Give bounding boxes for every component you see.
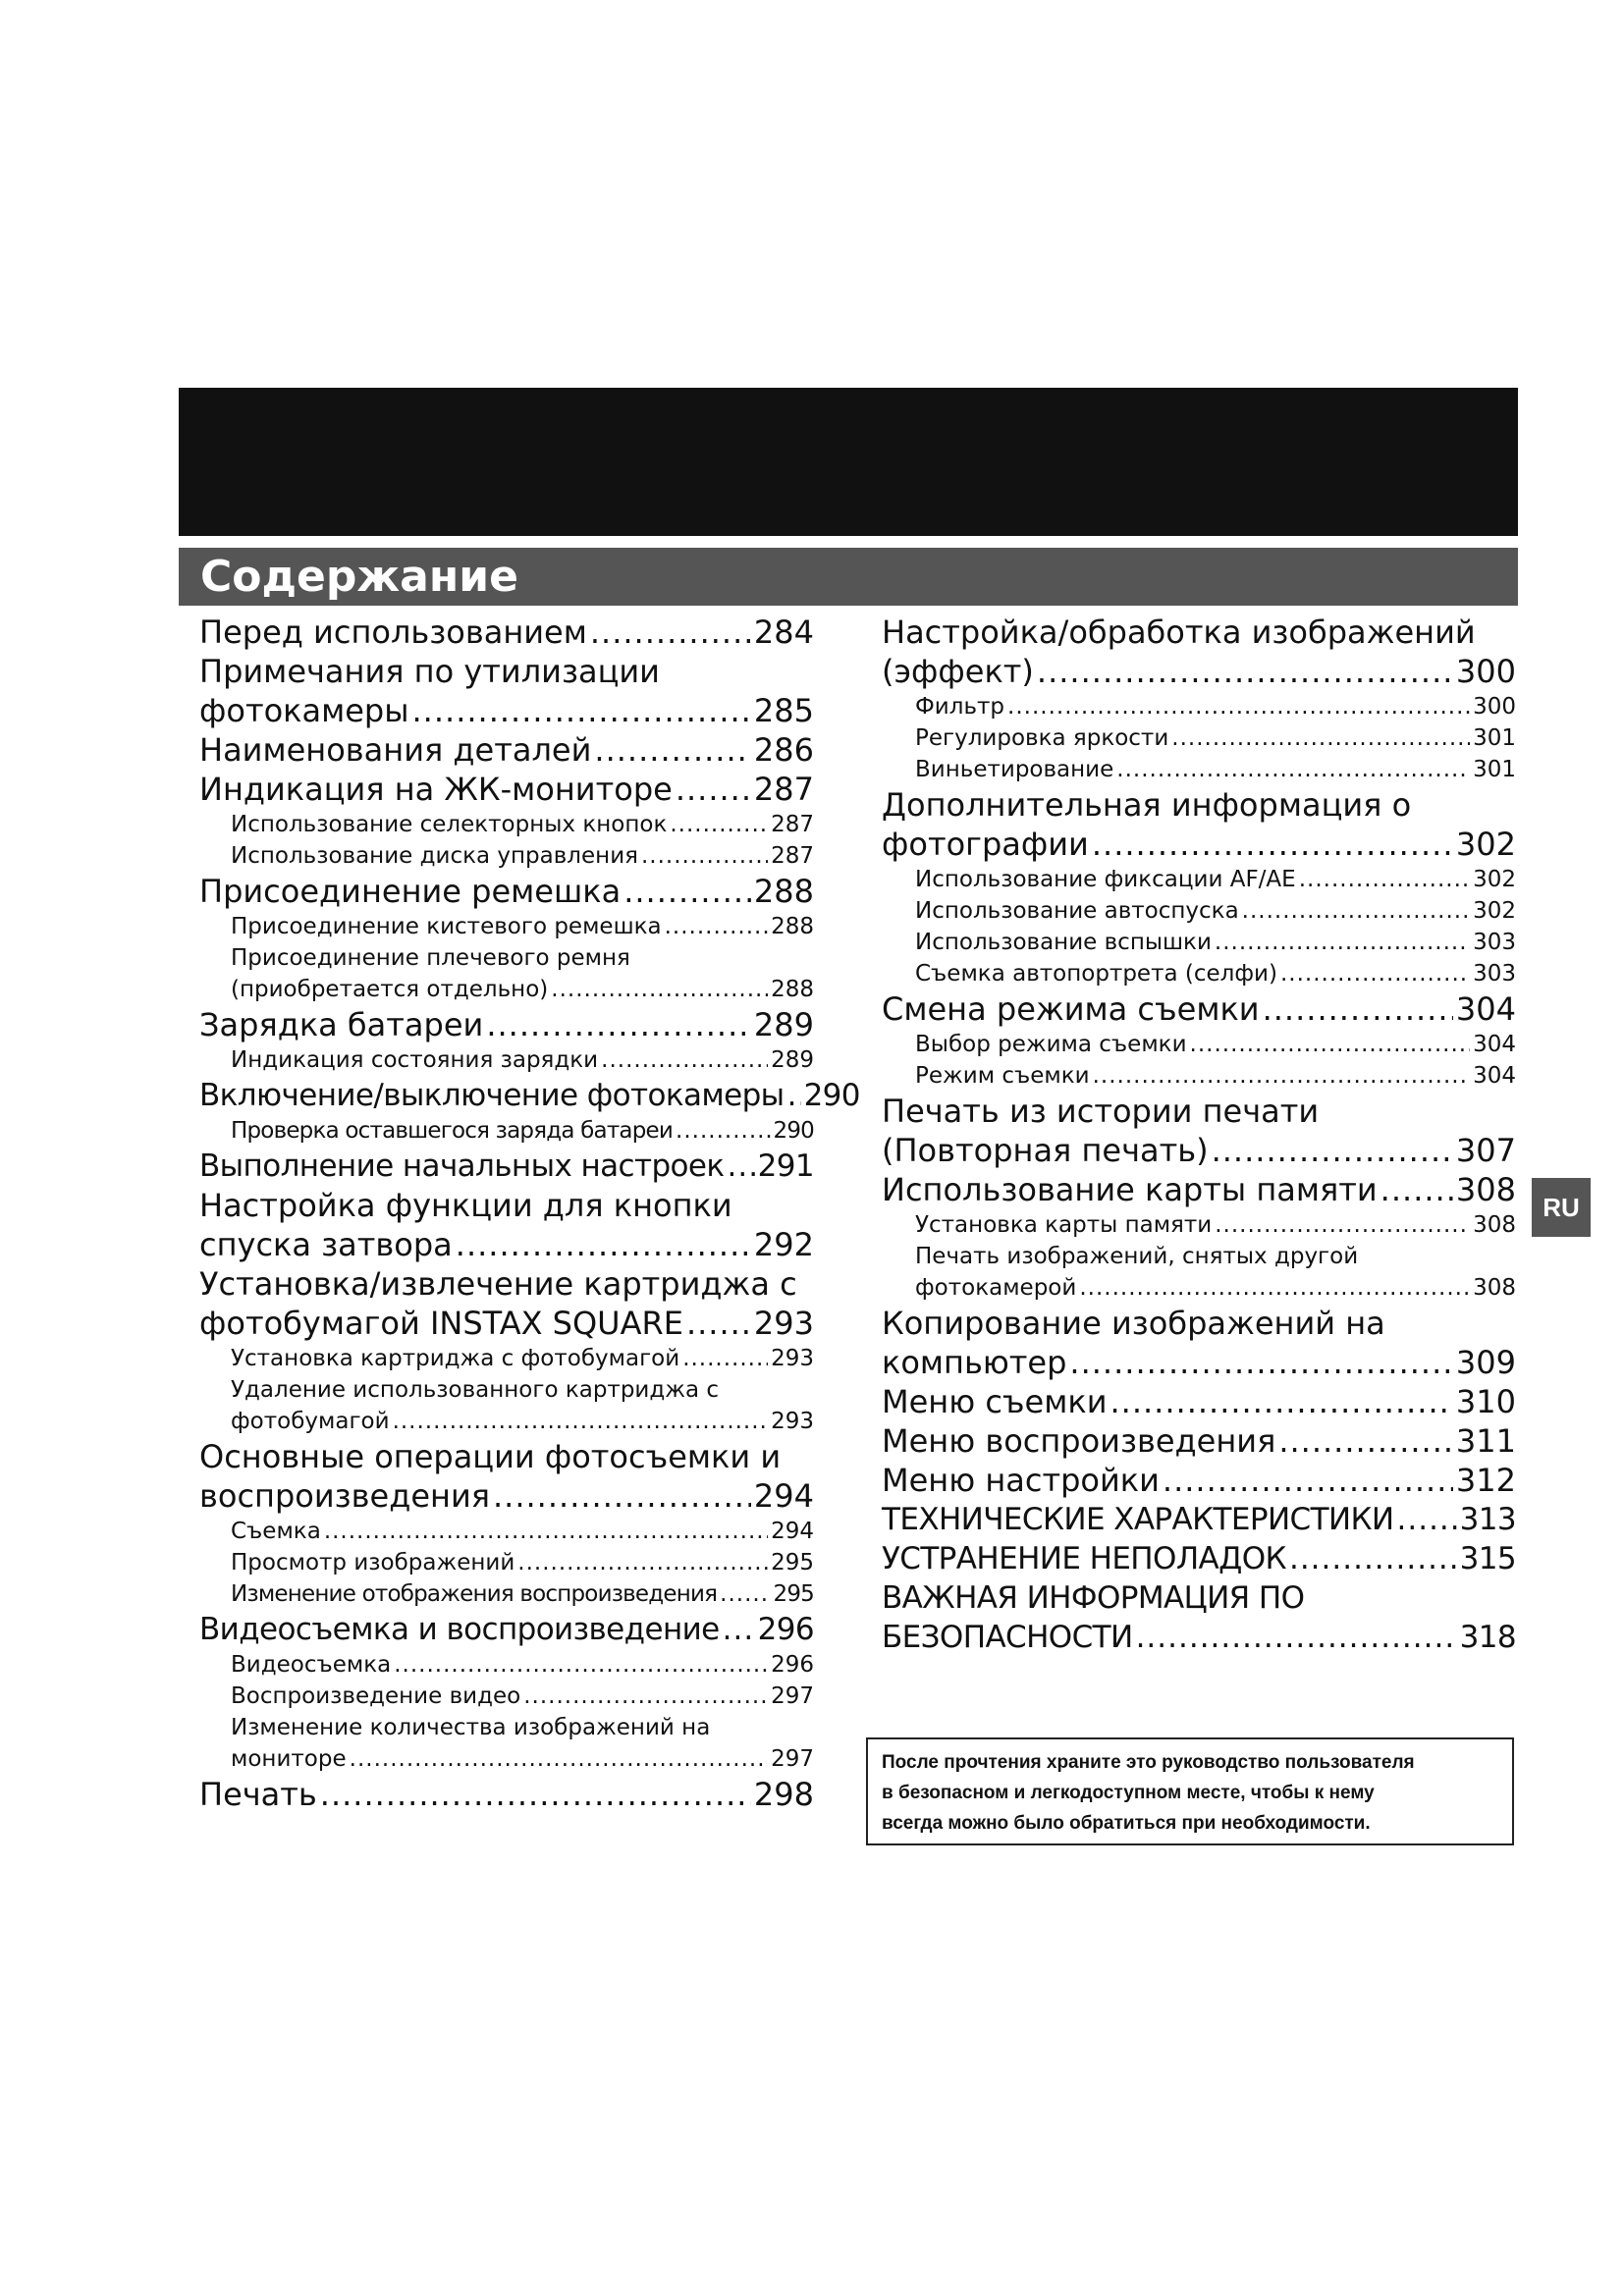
toc-entry-page: 310	[1455, 1383, 1516, 1420]
toc-entry-page: 285	[753, 692, 814, 729]
toc-subentry[interactable]	[199, 1044, 814, 1076]
toc-entry-title: Зарядка батареи	[199, 1006, 484, 1043]
toc-entry-title: мониторе	[231, 1746, 347, 1772]
toc-entry-title: фотокамерой	[915, 1275, 1077, 1301]
toc-subentry[interactable]	[882, 864, 1516, 895]
toc-entry-page: 295	[771, 1550, 814, 1575]
toc-entry-page: 287	[753, 771, 814, 808]
toc-entry[interactable]	[882, 613, 1516, 691]
toc-entry-title: фотографии	[882, 826, 1089, 863]
toc-entry-page: 286	[753, 731, 814, 769]
toc-subentry[interactable]	[199, 1547, 814, 1578]
toc-entry-title-line: Печать из истории печати	[882, 1093, 1320, 1130]
toc-entry-page: 287	[771, 843, 814, 869]
toc-entry-title-line: Изменение количества изображений на	[231, 1715, 711, 1740]
toc-entry-title: фотобумагой	[231, 1409, 390, 1434]
toc-entry-title-line: Печать изображений, снятых другой	[915, 1244, 1359, 1269]
toc-entry[interactable]	[882, 1382, 1516, 1421]
toc-subentry[interactable]	[882, 1209, 1516, 1241]
toc-entry-page: 298	[753, 1776, 814, 1813]
toc-entry-page: 318	[1459, 1620, 1516, 1655]
toc-entry-title: Присоединение ремешка	[199, 873, 622, 910]
storage-note-box	[866, 1737, 1514, 1845]
toc-entry-page: 302	[1473, 867, 1516, 892]
toc-subentry[interactable]	[882, 895, 1516, 927]
toc-entry-title-line: Примечания по утилизации	[199, 653, 660, 690]
toc-entry-page: 293	[771, 1346, 814, 1371]
note-line: в безопасном и легкодоступном месте, чтобы к нему	[882, 1783, 1375, 1803]
toc-entry-page: 288	[753, 873, 814, 910]
toc-entry-page: 295	[773, 1581, 814, 1607]
toc-entry-title: Виньетирование	[915, 757, 1114, 782]
toc-entry-title: ТЕХНИЧЕСКИЕ ХАРАКТЕРИСТИКИ	[882, 1502, 1394, 1537]
toc-entry-page: 296	[757, 1612, 814, 1647]
toc-entry-title: Использование селекторных кнопок	[231, 812, 668, 837]
toc-entry-page: 303	[1473, 930, 1516, 955]
toc-entry-page: 296	[771, 1652, 814, 1678]
toc-entry[interactable]	[882, 989, 1516, 1029]
toc-entry[interactable]	[882, 1304, 1516, 1382]
toc-entry-title: Использование диска управления	[231, 843, 638, 869]
toc-entry-page: 302	[1473, 898, 1516, 924]
toc-entry[interactable]	[199, 730, 814, 770]
toc-entry-title: Печать	[199, 1776, 317, 1813]
toc-entry-page: 292	[753, 1226, 814, 1263]
toc-entry-title: Просмотр изображений	[231, 1550, 515, 1575]
toc-entry-title: Использование вспышки	[915, 930, 1212, 955]
toc-entry-page: 304	[1473, 1063, 1516, 1089]
toc-entry[interactable]	[882, 1170, 1516, 1209]
toc-right-column	[882, 613, 1516, 1657]
toc-entry-page: 304	[1455, 990, 1516, 1028]
toc-entry-page: 302	[1455, 826, 1516, 863]
toc-subentry[interactable]	[199, 942, 814, 1005]
toc-entry-page: 309	[1455, 1344, 1516, 1381]
toc-entry[interactable]	[882, 785, 1516, 864]
header-black-band	[179, 388, 1518, 536]
toc-entry-title: фотобумагой INSTAX SQUARE	[199, 1305, 683, 1342]
toc-entry[interactable]	[199, 613, 814, 652]
toc-entry-page: 307	[1455, 1132, 1516, 1169]
toc-entry-page: 312	[1455, 1462, 1516, 1499]
toc-subentry[interactable]	[199, 809, 814, 840]
note-line: После прочтения храните это руководство пользователя	[882, 1752, 1415, 1773]
toc-entry-title: Использование карты памяти	[882, 1171, 1378, 1208]
toc-subentry[interactable]	[882, 1241, 1516, 1304]
toc-entry-page: 290	[773, 1118, 814, 1144]
toc-subentry[interactable]	[199, 1649, 814, 1681]
toc-entry-page: 289	[771, 1047, 814, 1073]
toc-entry-title-line: Настройка/обработка изображений	[882, 614, 1476, 651]
toc-entry-page: 301	[1473, 757, 1516, 782]
toc-entry-title: Использование фиксации AF/AE	[915, 867, 1296, 892]
toc-subentry[interactable]	[199, 1374, 814, 1437]
toc-entry-page: 308	[1473, 1212, 1516, 1238]
toc-entry-title: Проверка оставшегося заряда батареи	[231, 1118, 674, 1144]
toc-subentry[interactable]	[199, 1343, 814, 1374]
toc-entry-title: Установка карты памяти	[915, 1212, 1213, 1238]
toc-entry[interactable]	[199, 770, 814, 809]
toc-subentry[interactable]	[199, 911, 814, 942]
toc-subentry[interactable]	[882, 958, 1516, 989]
toc-entry-page: 293	[771, 1409, 814, 1434]
page-title: Содержание	[200, 552, 518, 602]
toc-entry-page: 308	[1473, 1275, 1516, 1301]
toc-entry-title: Индикация состояния зарядки	[231, 1047, 599, 1073]
toc-entry-page: 294	[771, 1519, 814, 1544]
toc-entry-title: (эффект)	[882, 653, 1034, 690]
toc-entry-title: Фильтр	[915, 694, 1005, 720]
toc-entry[interactable]	[882, 1092, 1516, 1170]
toc-entry-page: 297	[771, 1746, 814, 1772]
toc-entry-title-line: Удаление использованного картриджа с	[231, 1377, 720, 1403]
toc-entry-title: Выбор режима съемки	[915, 1032, 1187, 1057]
toc-entry-title: Видеосъемка	[231, 1652, 392, 1678]
toc-entry-title: Индикация на ЖК-мониторе	[199, 771, 673, 808]
toc-subentry[interactable]	[882, 1060, 1516, 1092]
toc-entry-title: Регулировка яркости	[915, 725, 1169, 751]
toc-subentry[interactable]	[199, 1578, 814, 1610]
toc-entry-page: 300	[1473, 694, 1516, 720]
toc-entry-title: воспроизведения	[199, 1477, 490, 1515]
toc-entry-page: 287	[771, 812, 814, 837]
toc-entry-page: 289	[753, 1006, 814, 1043]
language-tab: RU	[1532, 1178, 1591, 1237]
toc-left-column	[199, 613, 860, 1814]
toc-entry-page: 293	[753, 1305, 814, 1342]
toc-entry-title: УСТРАНЕНИЕ НЕПОЛАДОК	[882, 1541, 1286, 1576]
toc-entry-page: 290	[803, 1078, 860, 1113]
toc-entry-title-line: Установка/извлечение картриджа с	[199, 1265, 797, 1303]
toc-entry[interactable]	[199, 1775, 814, 1814]
toc-entry-page: 300	[1455, 653, 1516, 690]
toc-entry-page: 311	[1455, 1422, 1516, 1460]
toc-entry-title-line: Копирование изображений на	[882, 1305, 1385, 1342]
toc-entry-page: 297	[771, 1683, 814, 1709]
toc-entry[interactable]	[199, 1264, 814, 1343]
toc-entry[interactable]	[882, 1461, 1516, 1500]
toc-entry[interactable]	[199, 1186, 814, 1264]
toc-entry-title-line: Присоединение плечевого ремня	[231, 945, 630, 971]
toc-entry-title: (приобретается отдельно)	[231, 977, 549, 1002]
toc-subentry[interactable]	[882, 691, 1516, 722]
toc-entry-page: 304	[1473, 1032, 1516, 1057]
toc-entry-title-line: Дополнительная информация о	[882, 786, 1412, 824]
toc-subentry[interactable]	[882, 754, 1516, 785]
toc-entry-title: Съемка автопортрета (селфи)	[915, 961, 1277, 987]
toc-subentry[interactable]	[882, 722, 1516, 754]
toc-entry-title: Выполнение начальных настроек	[199, 1148, 725, 1184]
toc-entry[interactable]	[199, 872, 814, 911]
toc-entry-title: компьютер	[882, 1344, 1067, 1381]
toc-entry-title: Включение/выключение фотокамеры	[199, 1078, 785, 1113]
toc-entry-title: спуска затвора	[199, 1226, 453, 1263]
toc-entry[interactable]	[199, 1147, 814, 1186]
toc-entry-title: Видеосъемка и воспроизведение	[199, 1612, 720, 1647]
toc-subentry[interactable]	[199, 1115, 814, 1147]
toc-entry-title-line: ВАЖНАЯ ИНФОРМАЦИЯ ПО	[882, 1580, 1305, 1616]
toc-entry[interactable]	[199, 1005, 814, 1044]
toc-entry-page: 301	[1473, 725, 1516, 751]
toc-entry-title: Режим съемки	[915, 1063, 1090, 1089]
toc-entry-title: Съемка	[231, 1519, 321, 1544]
toc-entry-title: БЕЗОПАСНОСТИ	[882, 1620, 1133, 1655]
note-line: всегда можно было обратиться при необходимости.	[882, 1813, 1371, 1834]
toc-subentry[interactable]	[882, 1029, 1516, 1060]
toc-entry-title: Воспроизведение видео	[231, 1683, 521, 1709]
toc-entry-title: (Повторная печать)	[882, 1132, 1209, 1169]
toc-entry-title: Перед использованием	[199, 614, 587, 651]
toc-entry-title: фотокамеры	[199, 692, 409, 729]
toc-entry-page: 294	[753, 1477, 814, 1515]
toc-entry-title: Меню воспроизведения	[882, 1422, 1276, 1460]
toc-entry-page: 288	[771, 977, 814, 1002]
toc-entry-title: Меню настройки	[882, 1462, 1160, 1499]
toc-entry[interactable]	[199, 1076, 860, 1115]
toc-entry[interactable]	[882, 1421, 1516, 1461]
toc-entry[interactable]	[199, 1610, 814, 1649]
toc-entry-title: Установка картриджа с фотобумагой	[231, 1346, 680, 1371]
title-bar	[179, 548, 1518, 606]
toc-entry-page: 308	[1455, 1171, 1516, 1208]
toc-subentry[interactable]	[199, 1681, 814, 1712]
toc-entry-title: Наименования деталей	[199, 731, 592, 769]
toc-entry-page: 284	[753, 614, 814, 651]
toc-entry[interactable]	[882, 1500, 1516, 1539]
toc-subentry[interactable]	[882, 927, 1516, 958]
toc-entry-page: 291	[757, 1148, 814, 1184]
toc-entry-page: 303	[1473, 961, 1516, 987]
toc-entry-title-line: Настройка функции для кнопки	[199, 1187, 732, 1224]
toc-subentry[interactable]	[199, 1712, 814, 1775]
toc-entry[interactable]	[199, 1437, 814, 1516]
toc-entry[interactable]	[199, 652, 814, 730]
toc-entry-title: Присоединение кистевого ремешка	[231, 914, 662, 939]
toc-entry[interactable]	[882, 1539, 1516, 1578]
toc-entry-title-line: Основные операции фотосъемки и	[199, 1438, 782, 1475]
toc-entry-title: Изменение отображения воспроизведения	[231, 1581, 718, 1607]
toc-subentry[interactable]	[199, 840, 814, 872]
toc-subentry[interactable]	[199, 1516, 814, 1547]
toc-entry-page: 315	[1459, 1541, 1516, 1576]
toc-entry-page: 313	[1459, 1502, 1516, 1537]
toc-entry-title: Смена режима съемки	[882, 990, 1260, 1028]
toc-entry[interactable]	[882, 1578, 1516, 1657]
toc-entry-title: Меню съемки	[882, 1383, 1108, 1420]
toc-entry-title: Использование автоспуска	[915, 898, 1239, 924]
toc-entry-page: 288	[771, 914, 814, 939]
